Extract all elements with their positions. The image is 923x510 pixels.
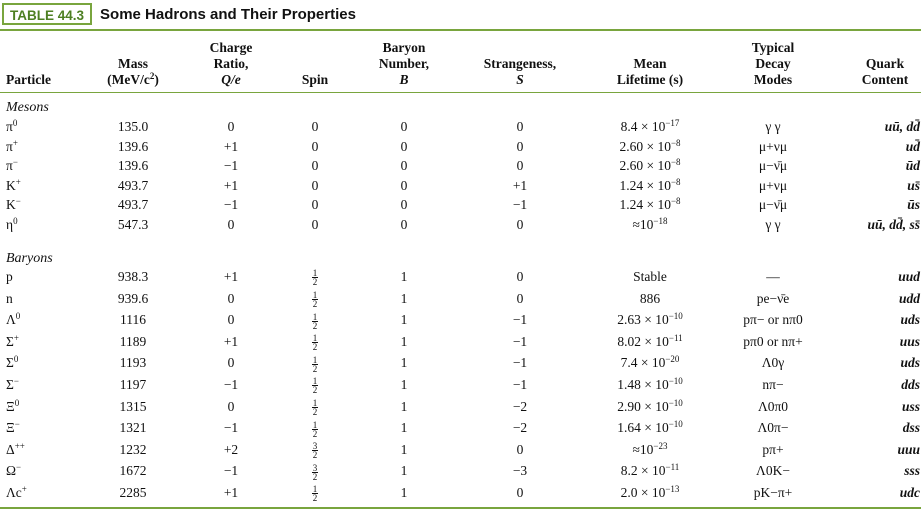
charge-cell: 0 [227,216,235,232]
mass-cell: 1321 [119,420,147,436]
baryon-number-cell: 0 [400,197,408,212]
spin-fraction: $\frac{1}{2}$ [312,268,318,288]
spin-fraction: $\frac{1}{2}$ [312,398,318,417]
baryon-number-cell: 1 [400,290,408,306]
section-baryons: Baryons [6,251,53,266]
particle-cell: Δ++ [6,440,25,457]
charge-cell: −1 [223,197,239,212]
particle-cell: $\pi^0$ [6,118,18,134]
quark-content-cell: ūd [905,158,920,173]
spin-fraction: $\frac{1}{2}$ [312,484,318,504]
header-lifetime: Mean Lifetime (s) [616,56,684,87]
strangeness-cell: 0 [516,119,524,134]
header-spin: Spin [301,72,329,87]
strangeness-cell: −1 [512,333,528,349]
header-strangeness: Strangeness, S [483,56,557,87]
spin-cell: 0 [311,197,319,212]
lifetime-cell: $\approx 10^{-18}$ [632,215,668,232]
mass-cell: 493.7 [117,197,149,212]
lifetime-cell: $1.48 \times 10^{-10}$ [617,376,683,392]
decay-mode-cell: pπ0 or nπ+ [743,333,803,349]
baryon-number-cell: 0 [400,216,408,232]
header-baryon-number: Baryon Number, B [378,40,430,87]
table-title-bar [2,2,356,26]
strangeness-cell: −1 [512,312,528,328]
mass-cell: 1189 [119,333,147,349]
baryon-number-cell: 1 [400,420,408,436]
particle-cell: p [6,269,13,284]
lifetime-cell: $1.24 \times 10^{-8}$ [619,176,681,193]
decay-mode-cell: γ γ [765,119,781,134]
baryon-number-cell: 1 [400,312,408,328]
strangeness-cell: 0 [516,269,524,284]
spin-cell [292,289,338,309]
spin-fraction: $\frac{1}{2}$ [312,354,318,374]
lifetime-cell: $2.63 \times 10^{-10}$ [617,311,683,328]
quark-content-cell: ūs [907,197,920,212]
lifetime-cell: $1.64 \times 10^{-10}$ [617,419,683,436]
mass-cell: 1672 [119,463,147,479]
particle-cell: Σ− [6,376,19,392]
quark-content-cell: uū, dd̄, ss̄ [867,216,920,232]
header-decay-modes: Typical Decay Modes [751,40,795,87]
decay-mode-cell: Λ0K− [756,463,790,479]
lifetime-cell: $2.90 \times 10^{-10}$ [617,397,683,414]
quark-content-cell: uus [899,333,920,349]
baryon-number-cell: 1 [400,441,408,457]
strangeness-cell: −3 [512,463,528,479]
mass-cell: 1197 [119,377,147,392]
spin-cell [292,375,338,395]
quark-content-cell: dds [901,377,920,392]
decay-mode-cell: μ−ν̄μ [758,158,788,173]
lifetime-cell: $8.2 \times 10^{-11}$ [620,462,680,479]
mass-cell: 135.0 [117,119,149,134]
bottom-rule [0,507,921,509]
baryon-number-cell: 0 [400,158,408,173]
decay-mode-cell: Λ0π0 [757,398,789,414]
particle-cell: Λc+ [6,484,27,500]
strangeness-cell: 0 [516,158,524,173]
particle-cell: n [6,290,13,306]
lifetime-cell: 886 [639,290,661,306]
spin-cell: 0 [311,119,319,134]
lifetime-cell: $7.4 \times 10^{-20}$ [620,354,680,371]
spin-cell [292,397,338,417]
mass-cell: 139.6 [117,158,149,173]
spin-fraction: $\frac{3}{2}$ [312,441,318,461]
decay-mode-cell: pπ+ [762,441,784,457]
mass-cell: 939.6 [117,290,149,306]
lifetime-cell: $2.60 \times 10^{-8}$ [619,137,681,154]
mass-cell: 1193 [119,355,147,371]
charge-cell: +1 [223,138,239,154]
quark-content-cell: dss [902,420,920,436]
spin-fraction: $\frac{1}{2}$ [312,419,318,439]
decay-mode-cell: μ−ν̄μ [758,197,788,212]
charge-cell: +1 [223,485,239,500]
quark-content-cell: uū, dd̄ [884,119,920,134]
quark-content-cell: uds [900,355,920,371]
baryon-number-cell: 0 [400,119,408,134]
quark-content-cell: udc [899,485,920,500]
header-mass: Mass $(MeV/c^2)$ [107,56,159,87]
strangeness-cell: 0 [516,441,524,457]
spin-cell: 0 [311,216,319,232]
spin-cell [292,483,338,503]
strangeness-cell: −1 [512,377,528,392]
charge-cell: +1 [223,269,239,284]
strangeness-cell: +1 [512,177,528,193]
strangeness-cell: 0 [516,216,524,232]
baryon-number-cell: 0 [400,138,408,154]
strangeness-cell: −1 [512,355,528,371]
header-charge: Charge Ratio, Q/e [209,40,253,87]
decay-mode-cell: Λ0γ [761,355,785,371]
lifetime-cell: $2.0 \times 10^{-13}$ [620,484,680,500]
charge-cell: 0 [227,312,235,328]
baryon-number-cell: 1 [400,463,408,479]
baryon-number-cell: 1 [400,377,408,392]
strangeness-cell: −2 [512,398,528,414]
decay-mode-cell: pπ− or nπ0 [743,312,803,328]
lifetime-cell: $\approx 10^{-23}$ [632,440,668,457]
charge-cell: 0 [227,398,235,414]
quark-content-cell: uds [900,312,920,328]
header-rule [0,92,921,93]
particle-cell: $\eta^0$ [6,215,18,232]
charge-cell: +1 [223,333,239,349]
header-quark-content: Quark Content [861,56,909,87]
particle-cell: Ω− [6,462,22,479]
lifetime-cell: $8.02 \times 10^{-11}$ [617,332,683,349]
spin-cell [292,267,338,287]
table-tag: TABLE 44.3 [2,3,92,25]
mass-cell: 139.6 [117,138,149,154]
strangeness-cell: −2 [512,420,528,436]
spin-fraction: $\frac{1}{2}$ [312,311,318,331]
particle-cell: K− [6,196,21,212]
baryon-number-cell: 1 [400,485,408,500]
mass-cell: 493.7 [117,177,149,193]
strangeness-cell: 0 [516,290,524,306]
lifetime-cell: Stable [633,269,667,284]
charge-cell: +2 [223,441,239,457]
mass-cell: 1116 [120,312,146,328]
decay-mode-cell: μ+νμ [758,138,788,154]
strangeness-cell: −1 [512,197,528,212]
mass-cell: 938.3 [117,269,149,284]
lifetime-cell: $8.4 \times 10^{-17}$ [620,118,680,134]
mass-cell: 2285 [119,485,147,500]
top-rule [0,29,921,31]
decay-mode-cell: Λ0π− [757,420,789,436]
charge-cell: +1 [223,177,239,193]
charge-cell: −1 [223,158,239,173]
baryon-number-cell: 1 [400,333,408,349]
particle-cell: π− [6,157,18,173]
spin-fraction: $\frac{1}{2}$ [312,333,318,353]
charge-cell: −1 [223,420,239,436]
mass-cell: 1315 [119,398,147,414]
section-mesons: Mesons [6,100,49,115]
strangeness-cell: 0 [516,138,524,154]
particle-cell: Σ+ [6,332,19,349]
decay-mode-cell: pK−π+ [753,485,793,500]
lifetime-cell: $2.60 \times 10^{-8}$ [619,157,681,173]
spin-cell: 0 [311,158,319,173]
quark-content-cell: uss [901,398,920,414]
spin-fraction: $\frac{1}{2}$ [312,376,318,396]
charge-cell: −1 [223,377,239,392]
quark-content-cell: udd [898,290,920,306]
particle-cell: K+ [6,176,21,193]
decay-mode-cell: — [766,269,780,284]
spin-cell: 0 [311,138,319,154]
charge-cell: −1 [223,463,239,479]
spin-cell [292,440,338,460]
spin-cell: 0 [311,177,319,193]
quark-content-cell: uud [898,269,920,284]
quark-content-cell: sss [904,463,920,479]
baryon-number-cell: 1 [400,269,408,284]
charge-cell: 0 [227,290,235,306]
quark-content-cell: uuu [897,441,920,457]
charge-cell: 0 [227,119,235,134]
charge-cell: 0 [227,355,235,371]
particle-cell: π+ [6,137,18,154]
particle-cell: Ξ− [6,419,20,436]
mass-cell: 1232 [119,441,147,457]
particle-cell: $\Sigma^0$ [6,354,19,371]
spin-fraction: $\frac{3}{2}$ [312,462,318,482]
spin-cell [292,353,338,373]
spin-cell [292,332,338,352]
quark-content-cell: us̄ [907,177,920,193]
lifetime-cell: $1.24 \times 10^{-8}$ [619,196,681,212]
strangeness-cell: 0 [516,485,524,500]
spin-cell [292,310,338,330]
header-particle: Particle [6,72,51,87]
spin-cell [292,461,338,481]
decay-mode-cell: μ+νμ [758,177,788,193]
spin-fraction: $\frac{1}{2}$ [312,290,318,309]
particle-cell: $\Lambda^0$ [6,311,21,328]
spin-cell [292,418,338,438]
baryon-number-cell: 0 [400,177,408,193]
mass-cell: 547.3 [117,216,149,232]
quark-content-cell: ud̄ [905,138,920,154]
baryon-number-cell: 1 [400,355,408,371]
decay-mode-cell: nπ− [762,377,784,392]
table-caption: Some Hadrons and Their Properties [100,5,356,23]
particle-cell: $\Xi^0$ [6,397,20,414]
decay-mode-cell: pe−ν̄e [756,290,790,306]
decay-mode-cell: γ γ [765,216,781,232]
baryon-number-cell: 1 [400,398,408,414]
